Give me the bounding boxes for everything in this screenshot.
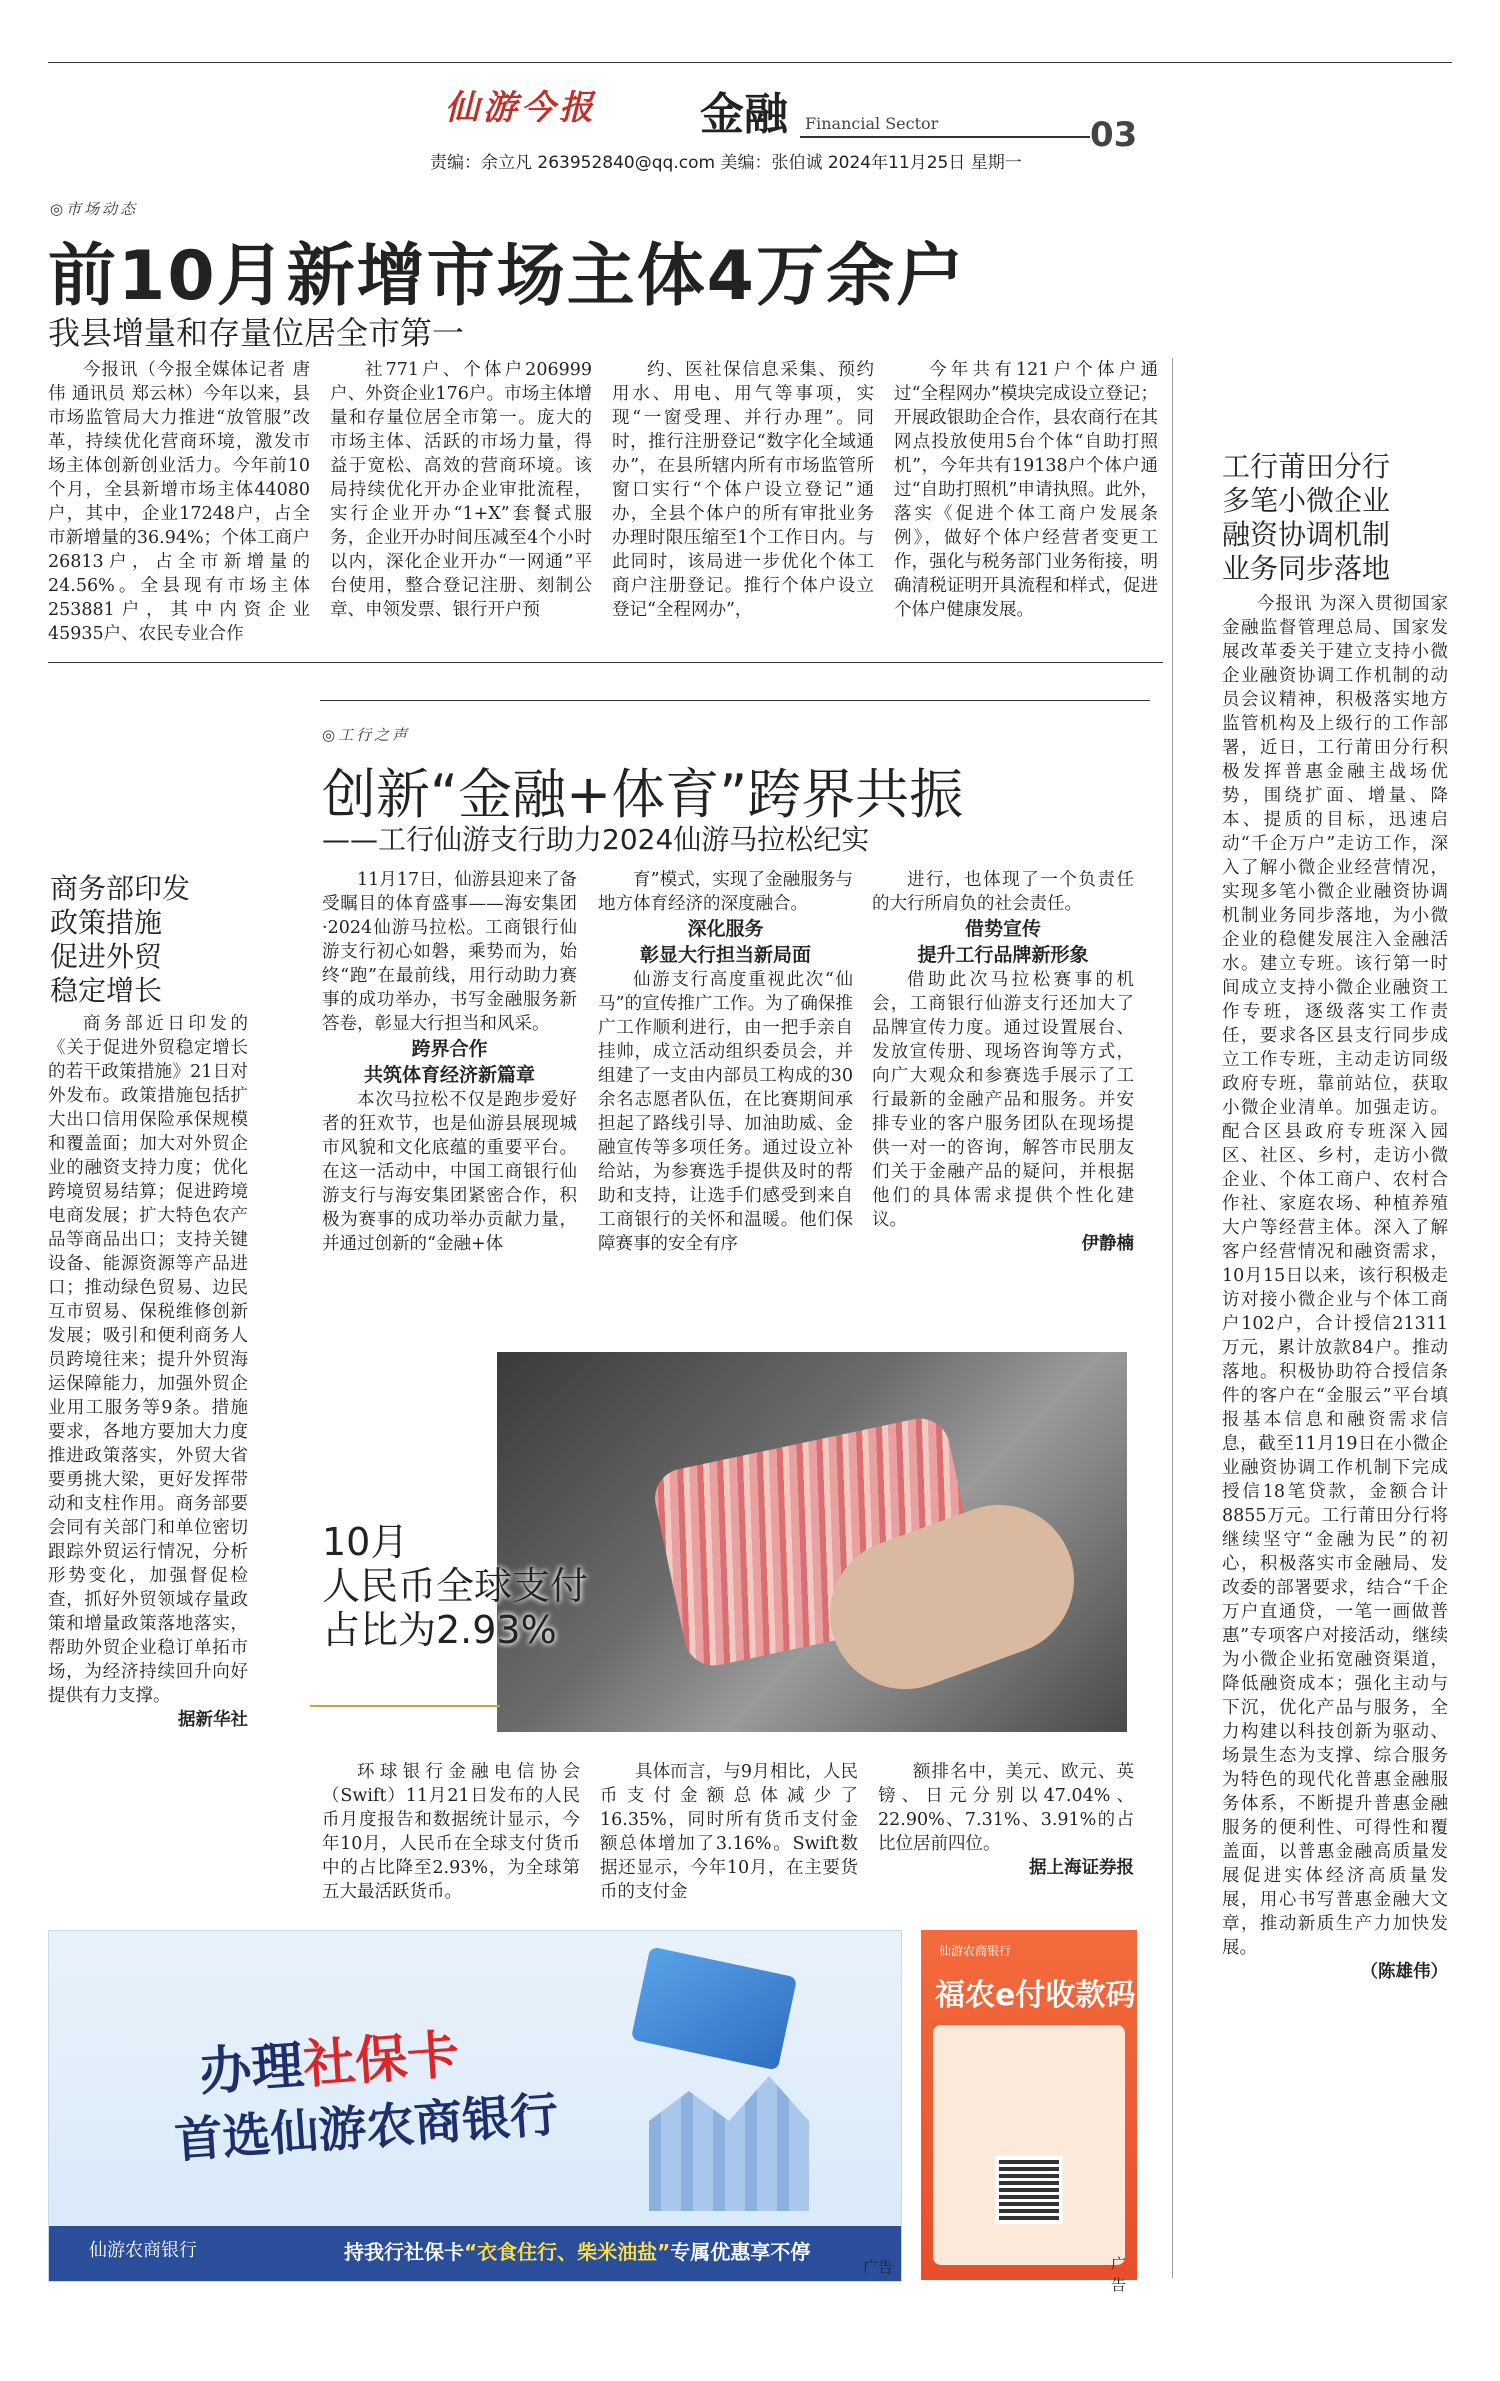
- lead-headline: 前10月新增市场主体4万余户: [48, 237, 966, 316]
- ad2-panel: [933, 2025, 1125, 2265]
- right-story-body: 今报讯 为深入贯彻国家金融监督管理总局、国家发展改革委关于建立支持小微企业融资协调工作机制的动员会议精神，积极落实地方监管机构及上级行的工作部署，近日，工行莆田分行积极发挥普惠金融主战场优势，围绕扩面、增量、降本、提质的目标，迅速启动“千企万户”走访工作，深入了解小微企业经营情况，实现多笔小微企业融资协调机制业务同步落地，为小微企业的稳健发展注入金融活水。建立专班。该行第一时间成立支持小微企业融资工作专班，逐级落实工作责任，要求各区县支行同步成立工作专班，主动走访同级政府专班，靠前站位，获取小微企业清单。加强走访。配合区县政府专班深入园区、社区、乡村，走访小微企业、个体工商户、农村合作社、家庭农场、种植养殖大户等经营主体。深入了解客户经营情况和融资需求，10月15日以来，该行积极走访对接小微企业与个体工商户102户，合计授信21311万元，累计放款84户。推动落地。积极协助符合授信条件的客户在“金服云”平台填报基本信息和融资需求信息，截至11月19日在小微企业融资协调工作机制下完成授信18笔贷款，金额合计8855万元。工行莆田分行将继续坚守“金融为民”的初心，积极落实市金融局、发改委的部署要求，结合“千企万户直通贷，一笔一画做普惠”专项客户对接活动，继续为小微企业拓宽融资渠道，降低融资成本；强化主动与下沉，优化产品与服务，全力构建以科技创新为驱动、场景生态为支撑、综合服务为特色的现代化普惠金融服务体系，不断提升普惠金融服务的便利性、可得性和覆盖面，以普惠金融高质量发展促进实体经济高质量发展，用心书写普惠金融大文章，推动新质生产力加快发展。 （陈雄伟）: [1222, 594, 1448, 1982]
- photo-headline: 10月 人民币全球支付 占比为2.93%: [322, 1520, 589, 1652]
- money-counting-photo: [497, 1352, 1127, 1732]
- lead-bottom-rule: [48, 662, 1163, 663]
- ad-slogan: 持我行社保卡“衣食住行、柴米油盐”专属优惠享不停: [344, 2240, 811, 2264]
- ad-headline-1: 办理社保卡: [197, 2024, 462, 2103]
- lead-tag: ◎市场动态: [50, 200, 139, 218]
- qr-code-icon: [999, 2160, 1059, 2220]
- editor-line: 责编：余立凡 263952840@qq.com 美编：张伯诚 2024年11月25日 星期一: [430, 153, 1022, 173]
- feature-tag: ◎工行之声: [322, 726, 411, 744]
- section-title: 金融: [700, 89, 788, 140]
- lead-column-2: 社771户、个体户206999户、外资企业176户。市场主体增量和存量位居全市第一。庞大的市场主体、活跃的市场力量，得益于宽松、高效的营商环境。该局持续优化开办企业审批流程，实行企业开办“1+X”套餐式服务，企业开办时间压减至4个小时以内，深化企业开办“一网通”平台使用，整合登记注册、刻制公章、申领发票、银行开户预: [330, 360, 592, 620]
- photo-story-column-3: 额排名中，美元、欧元、英镑、日元分别以47.04%、22.90%、7.31%、3.91%的占比位居前四位。 据上海证券报: [878, 1762, 1134, 1878]
- feature-column-3: 进行，也体现了一个负责任的大行所肩负的社会责任。 借势宣传 提升工行品牌新形象 借助此次马拉松赛事的机会，工商银行仙游支行还加大了品牌宣传力度。通过设置展台、发放宣传册、现场咨询等方式，向广大观众和参赛选手展示了工行最新的金融产品和服务。并安排专业的客户服务团队在现场提供一对一的咨询，解答市民朋友们关于金融产品的疑问，并根据他们的具体需求提供个性化建议。 伊静楠: [872, 870, 1134, 1254]
- left-story-title: 商务部印发 政策措施 促进外贸 稳定增长: [50, 872, 191, 1007]
- ad2-title: 福农e付收款码: [935, 1978, 1136, 2013]
- lead-subheadline: 我县增量和存量位居全市第一: [48, 314, 465, 352]
- feature-column-1: 11月17日，仙游县迎来了备受瞩目的体育盛事——海安集团·2024仙游马拉松。工商银行仙游支行初心如磐，乘势而为，始终“跑”在最前线，用行动助力赛事的成功举办，书写金融服务新答卷，彰显大行担当和风采。 跨界合作 共筑体育经济新篇章 本次马拉松不仅是跑步爱好者的狂欢节，也是仙游县展现城市风貌和文化底蕴的重要平台。在这一活动中，中国工商银行仙游支行与海安集团紧密合作，积极为赛事的成功举办贡献力量，并通过创新的“金融+体: [322, 870, 577, 1254]
- ad2-label: 广告: [1111, 2255, 1127, 2294]
- column-divider: [1172, 358, 1173, 2278]
- ad-label: 广告: [862, 2258, 893, 2276]
- social-security-card-ad[interactable]: [48, 1930, 902, 2282]
- lead-column-1: 今报讯（今报全媒体记者 唐伟 通讯员 郑云林）今年以来，县市场监管局大力推进“放管服”改革，持续优化营商环境，激发市场主体创新创业活力。今年前10个月，全县新增市场主体44080户，其中，企业17248户，占全市新增量的36.94%；个体工商户26813户，占全市新增量的24.56%。全县现有市场主体253881户，其中内资企业45935户、农民专业合作: [48, 360, 310, 644]
- ad-bank-name: 仙游农商银行: [89, 2240, 197, 2261]
- lead-column-4: 今年共有121户个体户通过“全程网办”模块完成设立登记；开展政银助企合作，县农商行在其网点投放使用5台个体“自助打照机”，今年共有19138户个体户通过“自助打照机”申请执照。此外，落实《促进个体工商户发展条例》，做好个体户经营者变更工作，强化与税务部门业务衔接，明确清税证明开具流程和样式，促进个体户健康发展。: [894, 360, 1158, 620]
- photo-story-column-2: 具体而言，与9月相比，人民币支付金额总体减少了16.35%，同时所有货币支付金额总体增加了3.16%。Swift数据还显示，今年10月，在主要货币的支付金: [600, 1762, 858, 1902]
- section-title-en: Financial Sector: [805, 114, 939, 133]
- photo-story-column-1: 环球银行金融电信协会（Swift）11月21日发布的人民币月度报告和数据统计显示，今年10月，人民币在全球支付货币中的占比降至2.93%，为全球第五大最活跃货币。: [322, 1762, 580, 1902]
- ad-headline-2: 首选仙游农商银行: [172, 2086, 560, 2170]
- masthead: 仙游今报: [445, 88, 597, 128]
- top-rule: [48, 62, 1452, 63]
- ad2-bank-name: 仙游农商银行: [939, 1944, 1012, 1958]
- photo-caption-rule: [310, 1705, 500, 1707]
- page-number: 03: [1090, 115, 1138, 155]
- right-story-title: 工行莆田分行 多笔小微企业 融资协调机制 业务同步落地: [1222, 450, 1391, 585]
- lead-column-3: 约、医社保信息采集、预约用水、用电、用气等事项，实现“一窗受理、并行办理”。同时，推行注册登记“数字化全域通办”，在县所辖内所有市场监管所窗口实行“个体户设立登记”通办，全县个体户的所有审批业务办理时限压缩至1个工作日内。与此同时，该局进一步优化个体工商户注册登记。推行个体户设立登记“全程网办”，: [612, 360, 874, 620]
- feature-subheadline: ——工行仙游支行助力2024仙游马拉松纪实: [322, 823, 870, 856]
- city-illustration: [629, 2061, 829, 2211]
- feature-frame-top: [320, 700, 1150, 701]
- bank-card-icon: [631, 1946, 797, 2070]
- payment-qr-ad[interactable]: [921, 1930, 1137, 2294]
- feature-column-2: 育”模式，实现了金融服务与地方体育经济的深度融合。 深化服务 彰显大行担当新局面 仙游支行高度重视此次“仙马”的宣传推广工作。为了确保推广工作顺利进行，由一把手亲自挂帅，成立活动组织委员会，并组建了一支由内部员工构成的30余名志愿者队伍，在比赛期间承担起了路线引导、加油助威、金融宣传等多项任务。通过设立补给站，为参赛选手提供及时的帮助和支持，让选手们感受到来自工商银行的关怀和温暖。他们保障赛事的安全有序: [598, 870, 853, 1254]
- header-rule: [800, 136, 1090, 138]
- left-story-body: 商务部近日印发的《关于促进外贸稳定增长的若干政策措施》21日对外发布。政策措施包括扩大出口信用保险承保规模和覆盖面；加大对外贸企业的融资支持力度；优化跨境贸易结算；促进跨境电商发展；扩大特色农产品等商品出口；支持关键设备、能源资源等产品进口；推动绿色贸易、边民互市贸易、保税维修创新发展；吸引和便利商务人员跨境往来；提升外贸海运保障能力，加强外贸企业用工服务等9条。措施要求，各地方要加大力度推进政策落实，外贸大省要勇挑大梁，更好发挥带动和支柱作用。商务部要会同有关部门和单位密切跟踪外贸运行情况，分析形势变化，加强督促检查，抓好外贸领域存量政策和增量政策落地落实，帮助外贸企业稳订单拓市场，为经济持续回升向好提供有力支撑。 据新华社: [48, 1014, 248, 1730]
- feature-headline: 创新“金融+体育”跨界共振: [322, 763, 964, 826]
